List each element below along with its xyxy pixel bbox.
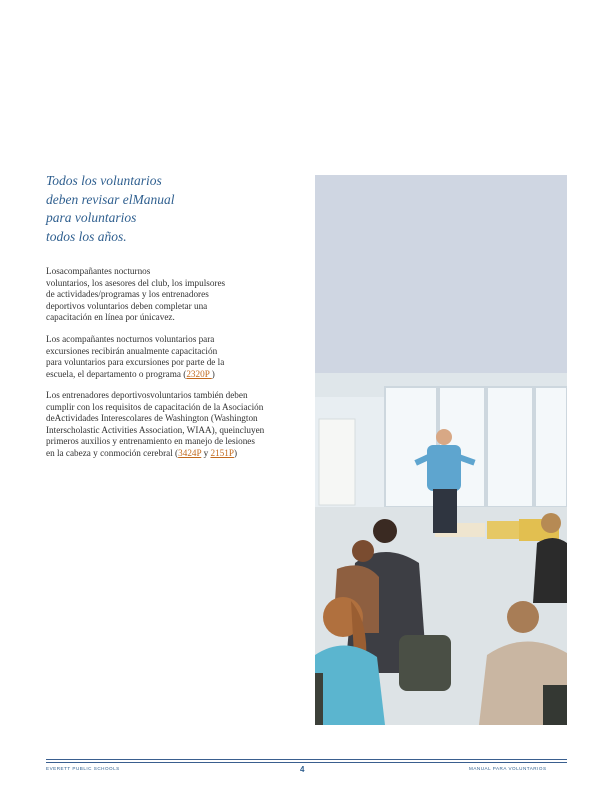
classroom-presentation-photo [315, 373, 567, 725]
text-fragment: ) [211, 368, 215, 379]
text-line: de actividades/programas y los entrenadores [46, 289, 209, 300]
text-line [46, 448, 296, 460]
text-line: excursiones recibirán anualmente capacitación [46, 345, 218, 356]
text-fragment: ) [233, 447, 238, 458]
policy-link-3424p[interactable]: 3424P [178, 447, 202, 458]
text-line: cumplir con los requisitos de capacitación de la Asociación [46, 401, 264, 412]
paragraph-coaches [46, 390, 296, 460]
text-line: Los entrenadores deportivosvoluntarios también deben [46, 390, 248, 400]
policy-link-2320p[interactable]: 2320P [186, 368, 212, 379]
heading-line: todos los años. [46, 228, 127, 244]
text-line: deportivos voluntarios deben completar una [46, 300, 208, 311]
text-line: Interscholastic Activities Association, WIAA), queincluyen [46, 424, 265, 435]
text-line: primeros auxilios y entrenamiento en manejo de lesiones [46, 436, 255, 447]
text-line [46, 369, 296, 381]
text-line: capacitación en línea por únicavez. [46, 312, 175, 323]
footer-district-name: EVERETT PUBLIC SCHOOLS [46, 766, 120, 771]
intro-heading [46, 172, 266, 246]
text-line: deActividades Interescolares de Washington (Washington [46, 413, 258, 424]
page-number: 4 [300, 765, 305, 774]
paragraph-field-trips [46, 334, 296, 380]
policy-link-2151p[interactable]: 2151P [210, 447, 234, 458]
footer-manual-title: MANUAL PARA VOLUNTARIOS [469, 766, 547, 771]
text-fragment: en la cabeza y conmoción cerebral ( [46, 447, 179, 458]
paragraph-training-online [46, 266, 296, 324]
decorative-panel [315, 175, 567, 373]
text-fragment: escuela, el departamento o programa ( [46, 368, 187, 379]
heading-line: para voluntarios [46, 210, 137, 225]
text-fragment: y [201, 447, 211, 458]
footer-rule [46, 762, 567, 763]
footer-rule [46, 759, 567, 760]
heading-line: deben revisar elManual [46, 191, 175, 207]
text-line: voluntarios, los asesores del club, los impulsores [46, 277, 226, 288]
heading-line: Todos los voluntarios [46, 173, 162, 188]
text-line: para voluntarios para excursiones por parte de la [46, 357, 225, 368]
text-line: Losacompañantes nocturnos [46, 266, 151, 276]
text-line: Los acompañantes nocturnos voluntarios para [46, 334, 215, 344]
